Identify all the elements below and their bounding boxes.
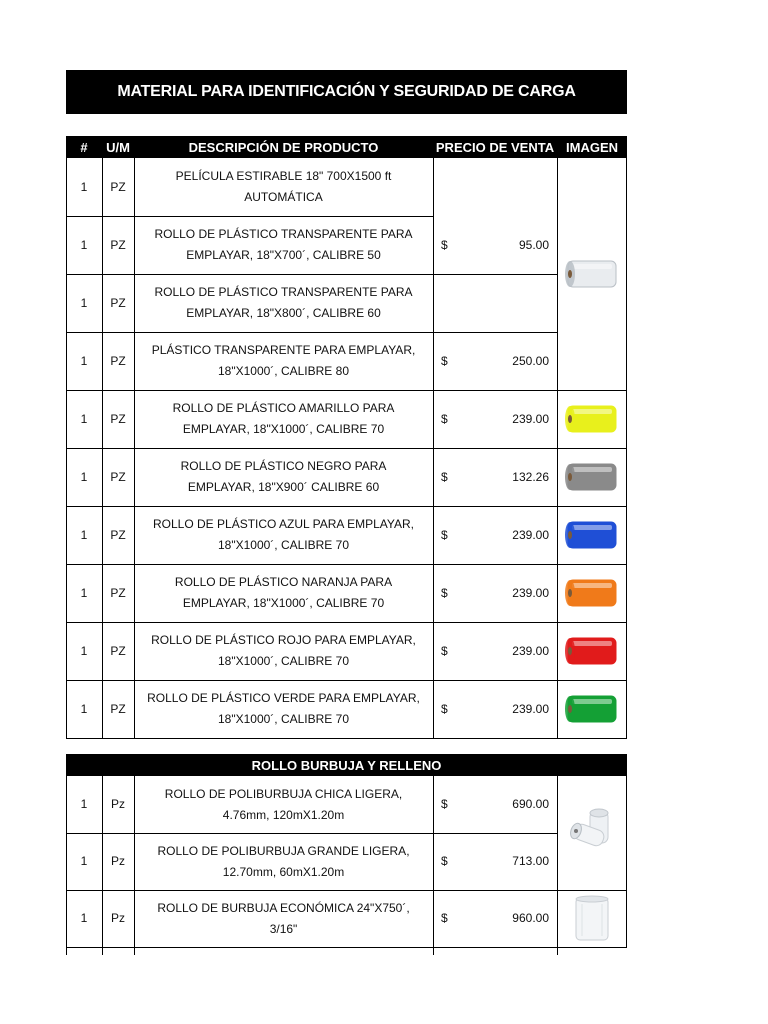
row-qty: 1 [80,701,88,716]
table-row [66,564,627,622]
sheet-title: MATERIAL PARA IDENTIFICACIÓN Y SEGURIDAD DE CARGA [66,70,627,114]
row-qty: 1 [80,237,88,252]
price-amount: 239.00 [512,585,549,600]
grid-line [66,947,67,955]
colored-roll-image [557,680,627,738]
table-row [66,680,627,738]
row-qty: 1 [80,643,88,658]
row-description: ROLLO DE BURBUJA ECONÓMICA 24"X750´, 3/16" [157,900,410,936]
row-um: PZ [110,643,126,658]
header-description: DESCRIPCIÓN DE PRODUCTO [188,139,379,155]
row-qty: 1 [80,854,88,868]
row-price [433,390,557,448]
row-qty: 1 [80,527,88,542]
row-um: Pz [110,797,125,811]
row-um: PZ [110,237,126,252]
currency-symbol: $ [441,911,448,925]
row-qty: 1 [80,295,88,310]
table-row [66,158,627,216]
table-row [66,274,627,332]
row-qty: 1 [80,411,88,426]
row-price [433,332,557,390]
row-price [433,890,557,947]
currency-symbol: $ [441,797,448,811]
table-row [66,448,627,506]
row-um: PZ [110,585,126,600]
row-qty: 1 [80,469,88,484]
row-description: ROLLO DE PLÁSTICO NARANJA PARA EMPLAYAR, 18"X1000´, CALIBRE 70 [174,575,393,610]
bubble-rolls-image [557,776,627,890]
row-price [433,274,557,332]
currency-symbol: $ [441,353,448,368]
row-description: PLÁSTICO TRANSPARENTE PARA EMPLAYAR, 18"X1000´, CALIBRE 80 [151,343,416,378]
row-qty: 1 [80,585,88,600]
row-price [433,506,557,564]
clear-roll-image [557,158,627,390]
row-um: PZ [110,527,126,542]
header-image: IMAGEN [566,139,618,155]
header-um: U/M [106,139,130,155]
table-row [66,622,627,680]
row-price [433,776,557,833]
table-row [66,216,627,274]
price-amount: 95.00 [518,237,549,252]
grid-line [134,947,135,955]
row-description: ROLLO DE PLÁSTICO NEGRO PARA EMPLAYAR, 18"X900´ CALIBRE 60 [180,459,387,494]
currency-symbol: $ [441,643,448,658]
table-row [66,332,627,390]
bubble-economy-image [557,890,627,947]
row-description: PELÍCULA ESTIRABLE 18" 700X1500 ft AUTOMÁTICA [175,169,392,204]
currency-symbol: $ [441,411,448,426]
row-description: ROLLO DE PLÁSTICO ROJO PARA EMPLAYAR, 18"X1000´, CALIBRE 70 [151,633,416,668]
currency-symbol: $ [441,585,448,600]
row-um: PZ [110,411,126,426]
row-price [433,833,557,890]
header-num: # [80,139,88,155]
row-description: ROLLO DE PLÁSTICO TRANSPARENTE PARA EMPLAYAR, 18"X700´, CALIBRE 50 [154,227,413,262]
price-amount: 239.00 [512,701,549,716]
row-description: ROLLO DE PLÁSTICO TRANSPARENTE PARA EMPLAYAR, 18"X800´, CALIBRE 60 [154,285,413,320]
row-description: ROLLO DE PLÁSTICO VERDE PARA EMPLAYAR, 18"X1000´, CALIBRE 70 [147,691,420,726]
row-um: PZ [110,469,126,484]
price-amount: 960.00 [512,911,549,925]
row-price [433,622,557,680]
colored-roll-image [557,390,627,448]
row-um: PZ [110,295,126,310]
currency-symbol: $ [441,527,448,542]
price-amount: 690.00 [512,797,549,811]
row-description: ROLLO DE POLIBURBUJA CHICA LIGERA, 4.76mm, 120mX1.20m [164,786,403,822]
price-amount: 239.00 [512,643,549,658]
price-amount: 250.00 [512,353,549,368]
table-row [66,506,627,564]
grid-line [557,947,558,955]
table-header [66,136,627,158]
row-price [433,216,557,274]
price-amount: 239.00 [512,527,549,542]
currency-symbol: $ [441,854,448,868]
row-qty: 1 [80,911,88,925]
colored-roll-image [557,564,627,622]
price-amount: 239.00 [512,411,549,426]
row-qty: 1 [80,797,88,811]
row-um: PZ [110,179,126,194]
grid-line [102,947,103,955]
table-row [66,390,627,448]
row-qty: 1 [80,179,88,194]
row-price [433,158,557,216]
row-description: ROLLO DE PLÁSTICO AZUL PARA EMPLAYAR, 18"X1000´, CALIBRE 70 [153,517,414,552]
colored-roll-image [557,448,627,506]
row-price [433,680,557,738]
row-description: ROLLO DE PLÁSTICO AMARILLO PARA EMPLAYAR, 18"X1000´, CALIBRE 70 [172,401,395,436]
row-um: PZ [110,701,126,716]
table-row [66,890,627,947]
header-price: PRECIO DE VENTA [435,139,555,155]
row-description: ROLLO DE POLIBURBUJA GRANDE LIGERA, 12.70mm, 60mX1.20m [157,843,410,879]
row-qty: 1 [80,353,88,368]
colored-roll-image [557,622,627,680]
row-um: Pz [110,911,125,925]
table-row [66,833,627,890]
currency-symbol: $ [441,469,448,484]
currency-symbol: $ [441,237,448,252]
row-price [433,564,557,622]
row-um: Pz [110,854,125,868]
grid-line [433,947,434,955]
section-title-burbuja: ROLLO BURBUJA Y RELLENO [66,754,627,776]
price-amount: 132.26 [512,469,549,484]
row-price [433,448,557,506]
row-um: PZ [110,353,126,368]
colored-roll-image [557,506,627,564]
table-row [66,776,627,833]
price-amount: 713.00 [512,854,549,868]
currency-symbol: $ [441,701,448,716]
